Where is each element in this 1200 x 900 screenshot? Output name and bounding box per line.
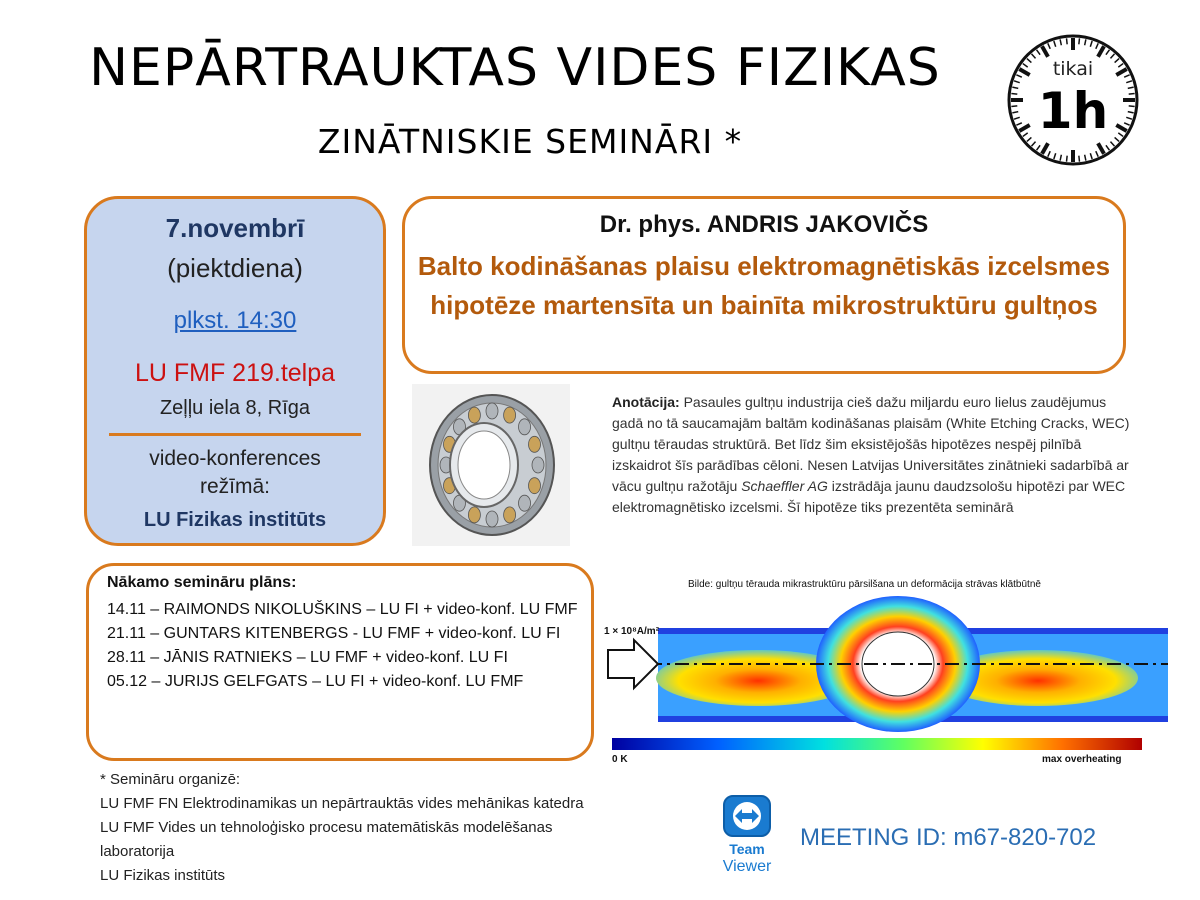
annotation-body-1: Pasaules gultņu industrija cieš dažu miljardu euro lielus zaudējumus gadā no tā saucamajām baltām kodināšanas plaisām (White Etching Cracks, WEC) gultņu tēraudas struktūrā. Bet līdz šim eksistējošās hipotēzes nespēj pilnībā izskaidrot šīs parādības cēloni. Nesen Latvijas Universitātes zinātnieki sadarbībā ar vācu gultņu ražotāju — [612, 394, 1130, 494]
speaker-name: Dr. phys. ANDRIS JAKOVIČS — [599, 211, 929, 238]
figure-caption: Bilde: gultņu tērauda mikrastruktūru pārsilšana un deformācija strāvas klātbūtnē — [688, 579, 1041, 590]
clock-label-big: 1h — [1037, 82, 1109, 140]
clock-tick — [1067, 38, 1068, 44]
bearing-roller — [504, 507, 516, 523]
annotation-company: Schaeffler AG — [741, 478, 828, 494]
list-item: 21.11 – GUNTARS KITENBERGS - LU FMF + video-konf. LU FI — [107, 625, 561, 642]
plan-list — [107, 598, 587, 694]
bearing-roller — [468, 507, 480, 523]
video-conference-note — [87, 445, 383, 501]
page-title: NEPĀRTRAUKTAS VIDES FIZIKAS — [89, 38, 941, 98]
bearing-roller — [519, 495, 531, 511]
organizer-line: laboratorija — [100, 843, 175, 860]
organizers — [100, 768, 700, 888]
bearing-roller — [468, 407, 480, 423]
bearing-roller — [504, 407, 516, 423]
list-item: 14.11 – RAIMONDS NIKOLUŠKINS – LU FI + video-konf. LU FMF — [107, 601, 578, 618]
video-line-2: režīmā: — [199, 475, 270, 498]
colorbar-min-label: 0 K — [612, 754, 628, 765]
event-address: Zeļļu iela 8, Rīga — [159, 397, 311, 419]
bearing-roller — [528, 478, 540, 494]
plan-heading: Nākamo semināru plāns: — [107, 574, 297, 591]
bearing-roller — [528, 436, 540, 452]
list-item: 28.11 – JĀNIS RATNIEKS – LU FMF + video-konf. LU FI — [107, 649, 508, 666]
video-line-1: video-konferences — [149, 447, 321, 470]
event-time-link[interactable]: plkst. 14:30 — [173, 307, 297, 334]
teamviewer-text-1: Team — [729, 841, 765, 857]
teamviewer-logo-icon — [714, 794, 780, 874]
bearing-roller — [486, 403, 498, 419]
annotation-text — [612, 392, 1132, 518]
bearing-roller — [486, 511, 498, 527]
list-item: 05.12 – JURIJS GELFGATS – LU FI + video-konf. LU FMF — [107, 673, 524, 690]
clock-label-small: tikai — [1052, 58, 1094, 80]
bearing-roller — [519, 419, 531, 435]
event-room: LU FMF 219.telpa — [134, 359, 336, 387]
organizer-line: LU FMF Vides un tehnoloģisko procesu matemātiskās modelēšanas — [100, 819, 553, 836]
teamviewer-text-2: Viewer — [722, 858, 772, 874]
talk-box — [402, 196, 1126, 374]
colorbar-max-label: max overheating — [1042, 754, 1122, 765]
page-subtitle: ZINĀTNISKIE SEMINĀRI * — [317, 122, 743, 161]
bearing-roller — [532, 457, 544, 473]
seminar-plan-box — [86, 563, 594, 761]
clock-tick — [1079, 38, 1080, 44]
organizers-heading: * Semināru organizē: — [100, 771, 241, 788]
event-weekday: (piektdiena) — [167, 253, 303, 283]
organizer-line: LU FMF FN Elektrodinamikas un nepārtrauktās vides mehānikas katedra — [100, 795, 584, 812]
simulation-figure — [598, 594, 1168, 770]
divider — [109, 433, 361, 436]
video-place: LU Fizikas institūts — [143, 509, 327, 531]
current-density-label: 1 × 10⁸A/m² — [604, 626, 660, 637]
clock-tick — [1067, 156, 1068, 162]
organizer-line: LU Fizikas institūts — [100, 867, 226, 884]
event-info-box — [84, 196, 386, 546]
event-date: 7.novembrī — [165, 213, 305, 243]
annotation-body-2: izstrādāja jaunu daudzsološu hipotēzi par WEC elektromagnētisko izcelsmi. Šī hipotēze tiks prezentēta seminārā — [612, 478, 1126, 515]
clock-tick — [1079, 156, 1080, 162]
meeting-id: MEETING ID: m67-820-702 — [800, 824, 1097, 851]
annotation-label: Anotācija: — [612, 394, 680, 410]
bearing-image — [412, 384, 570, 546]
talk-title: Balto kodināšanas plaisu elektromagnētiskās izcelsmes hipotēze martensīta un bainīta mikrostruktūru gultņos — [417, 251, 1111, 320]
